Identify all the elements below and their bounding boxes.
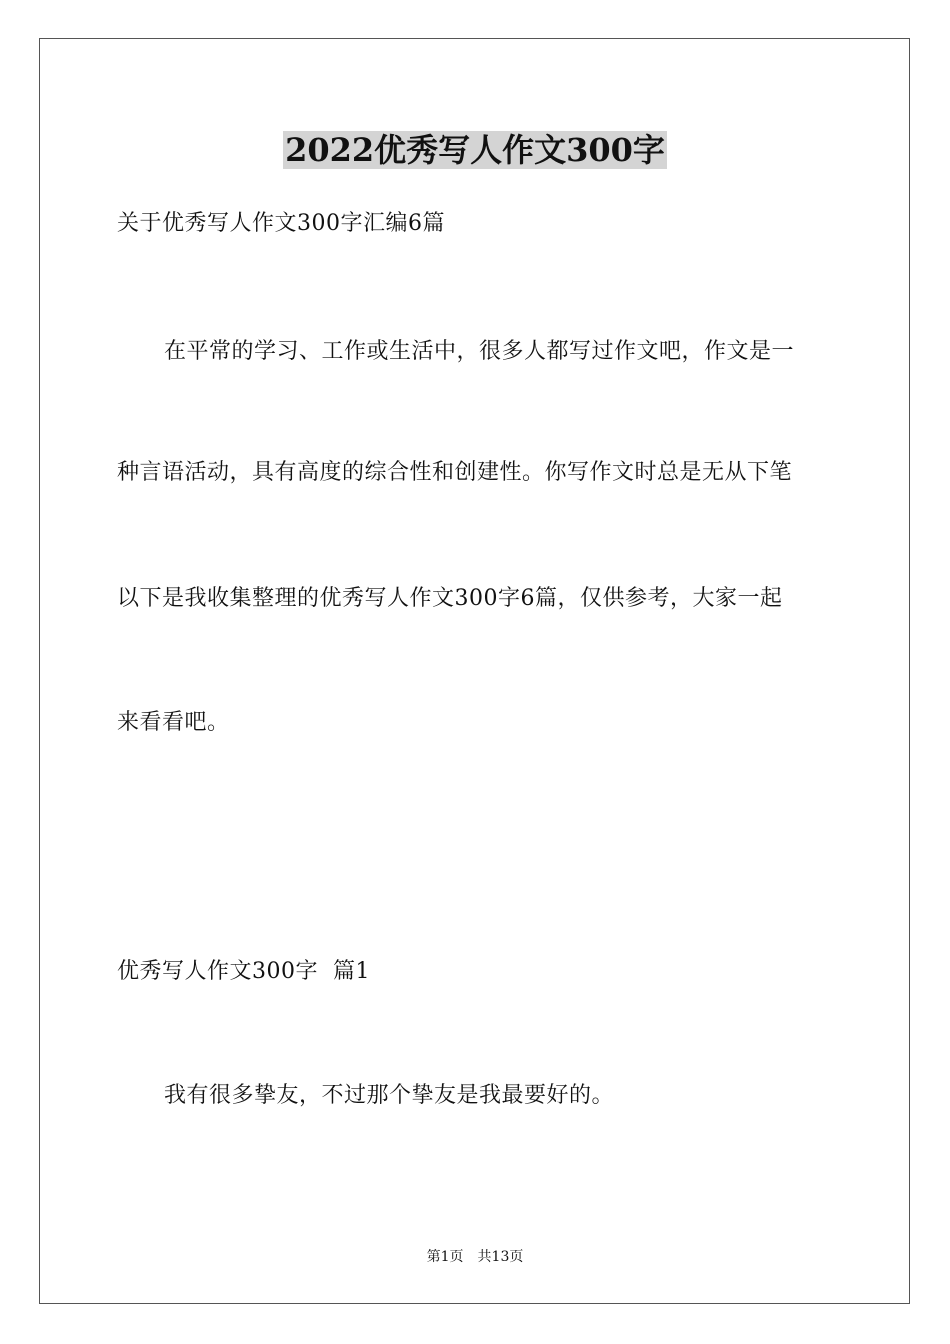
intro-line-1: 在平常的学习、工作或生活中，很多人都写过作文吧，作文是一 [164,339,795,364]
intro-line-3: 以下是我收集整理的优秀写人作文300字6篇，仅供参考，大家一起 [117,586,783,611]
section-heading: 优秀写人作文300字 篇1 [117,959,370,984]
page-footer: 第1页 共13页 [426,1249,524,1265]
document-subtitle: 关于优秀写人作文300字汇编6篇 [117,211,445,236]
document-title [0,128,950,172]
intro-line-4: 来看看吧。 [117,710,230,735]
intro-line-2: 种言语活动，具有高度的综合性和创建性。你写作文时总是无从下笔 [117,460,793,485]
section-paragraph-line-1: 我有很多挚友，不过那个挚友是我最要好的。 [164,1083,615,1108]
document-title-text: 2022优秀写人作文300字 [285,131,665,169]
